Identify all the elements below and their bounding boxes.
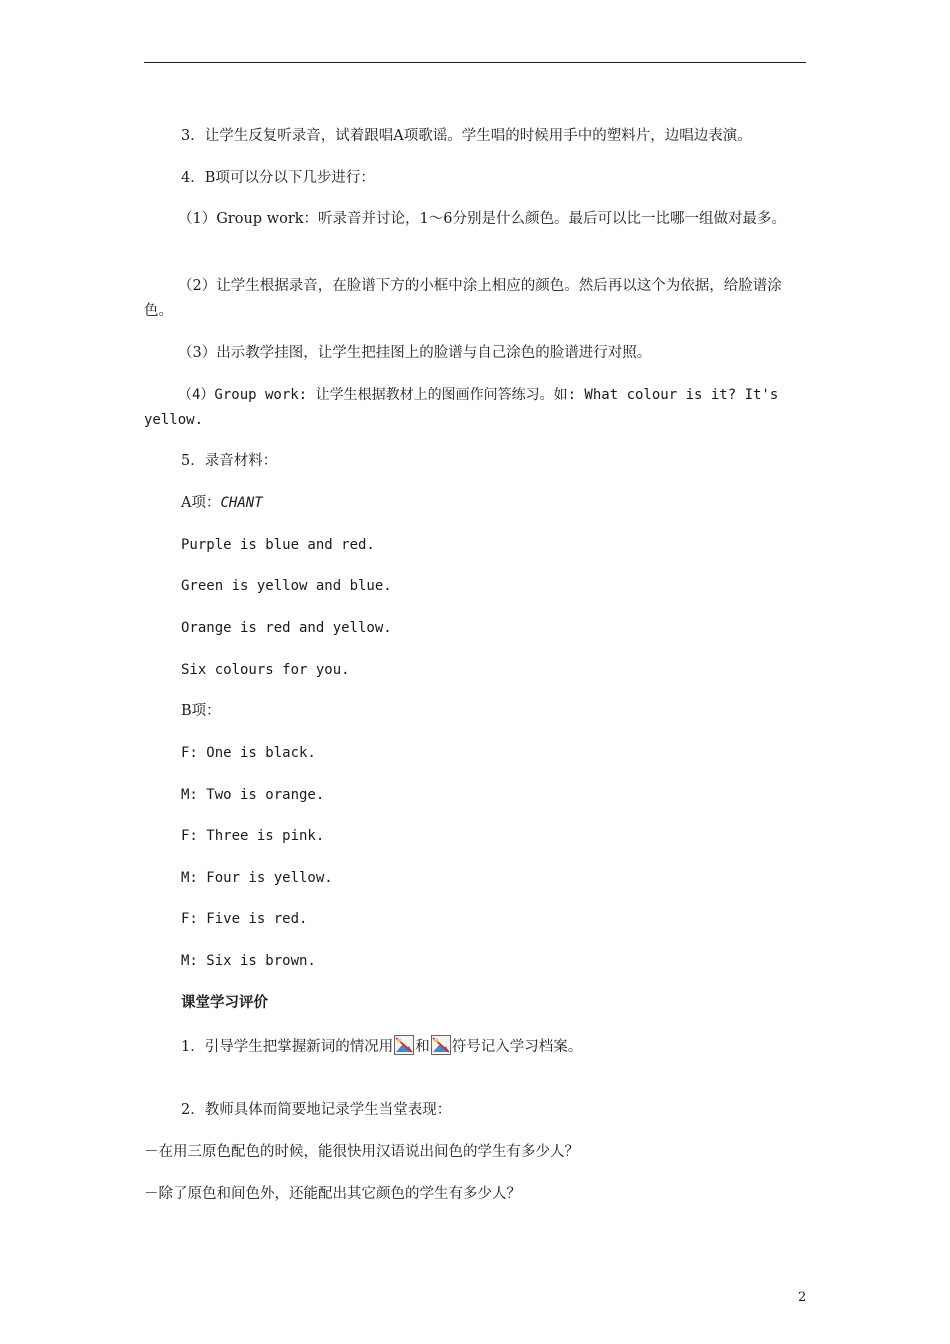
dialogue-line-2: M: Two is orange. xyxy=(181,787,325,803)
chant-line-2: Green is yellow and blue. xyxy=(181,578,392,594)
section-b-label: B项： xyxy=(181,703,221,719)
dialogue-line-6: M: Six is brown. xyxy=(181,953,316,969)
step-4: （4）Group work: 让学生根据教材上的图画作问答练习。如: What colour is it? It's yellow. xyxy=(144,387,779,428)
chant-line-3: Orange is red and yellow. xyxy=(181,620,392,636)
paragraph-3: 3．让学生反复听录音，试着跟唱A项歌谣。学生唱的时候用手中的塑料片，边唱边表演。 xyxy=(181,128,752,144)
section-a-title xyxy=(181,491,811,516)
evaluation-question-1: －在用三原色配色的时候，能很快用汉语说出间色的学生有多少人？ xyxy=(144,1144,579,1160)
evaluation-item-2: 2．教师具体而简要地记录学生当堂表现： xyxy=(181,1102,452,1118)
eval-1-conj: 和 xyxy=(415,1039,430,1055)
eval-1-prefix: 1．引导学生把掌握新词的情况用 xyxy=(181,1039,394,1055)
image-placeholder-icon xyxy=(394,1035,414,1055)
step-2: （2）让学生根据录音，在脸谱下方的小框中涂上相应的颜色。然后再以这个为依据，给脸谱涂色。 xyxy=(144,278,782,319)
chant-label: CHANT xyxy=(220,495,263,511)
chant-line-4: Six colours for you. xyxy=(181,662,350,678)
step-3: （3）出示教学挂图，让学生把挂图上的脸谱与自己涂色的脸谱进行对照。 xyxy=(178,345,652,361)
evaluation-item-1 xyxy=(181,1035,811,1060)
dialogue-line-1: F: One is black. xyxy=(181,745,316,761)
chant-line-1: Purple is blue and red. xyxy=(181,537,375,553)
evaluation-question-2: －除了原色和间色外，还能配出其它颜色的学生有多少人？ xyxy=(144,1186,521,1202)
dialogue-line-4: M: Four is yellow. xyxy=(181,870,333,886)
image-placeholder-icon xyxy=(431,1035,451,1055)
header-rule xyxy=(144,62,806,63)
paragraph-4: 4．B项可以分以下几步进行： xyxy=(181,170,375,186)
section-a-label: A项： xyxy=(181,495,221,511)
dialogue-line-3: F: Three is pink. xyxy=(181,828,325,844)
paragraph-5: 5．录音材料： xyxy=(181,453,278,469)
step-1: （1）Group work：听录音并讨论，1～6分别是什么颜色。最后可以比一比哪一组做对最多。 xyxy=(178,211,787,227)
eval-1-suffix: 符号记入学习档案。 xyxy=(451,1039,583,1055)
page-number: 2 xyxy=(798,1290,807,1305)
evaluation-heading: 课堂学习评价 xyxy=(181,995,268,1011)
dialogue-line-5: F: Five is red. xyxy=(181,911,308,927)
